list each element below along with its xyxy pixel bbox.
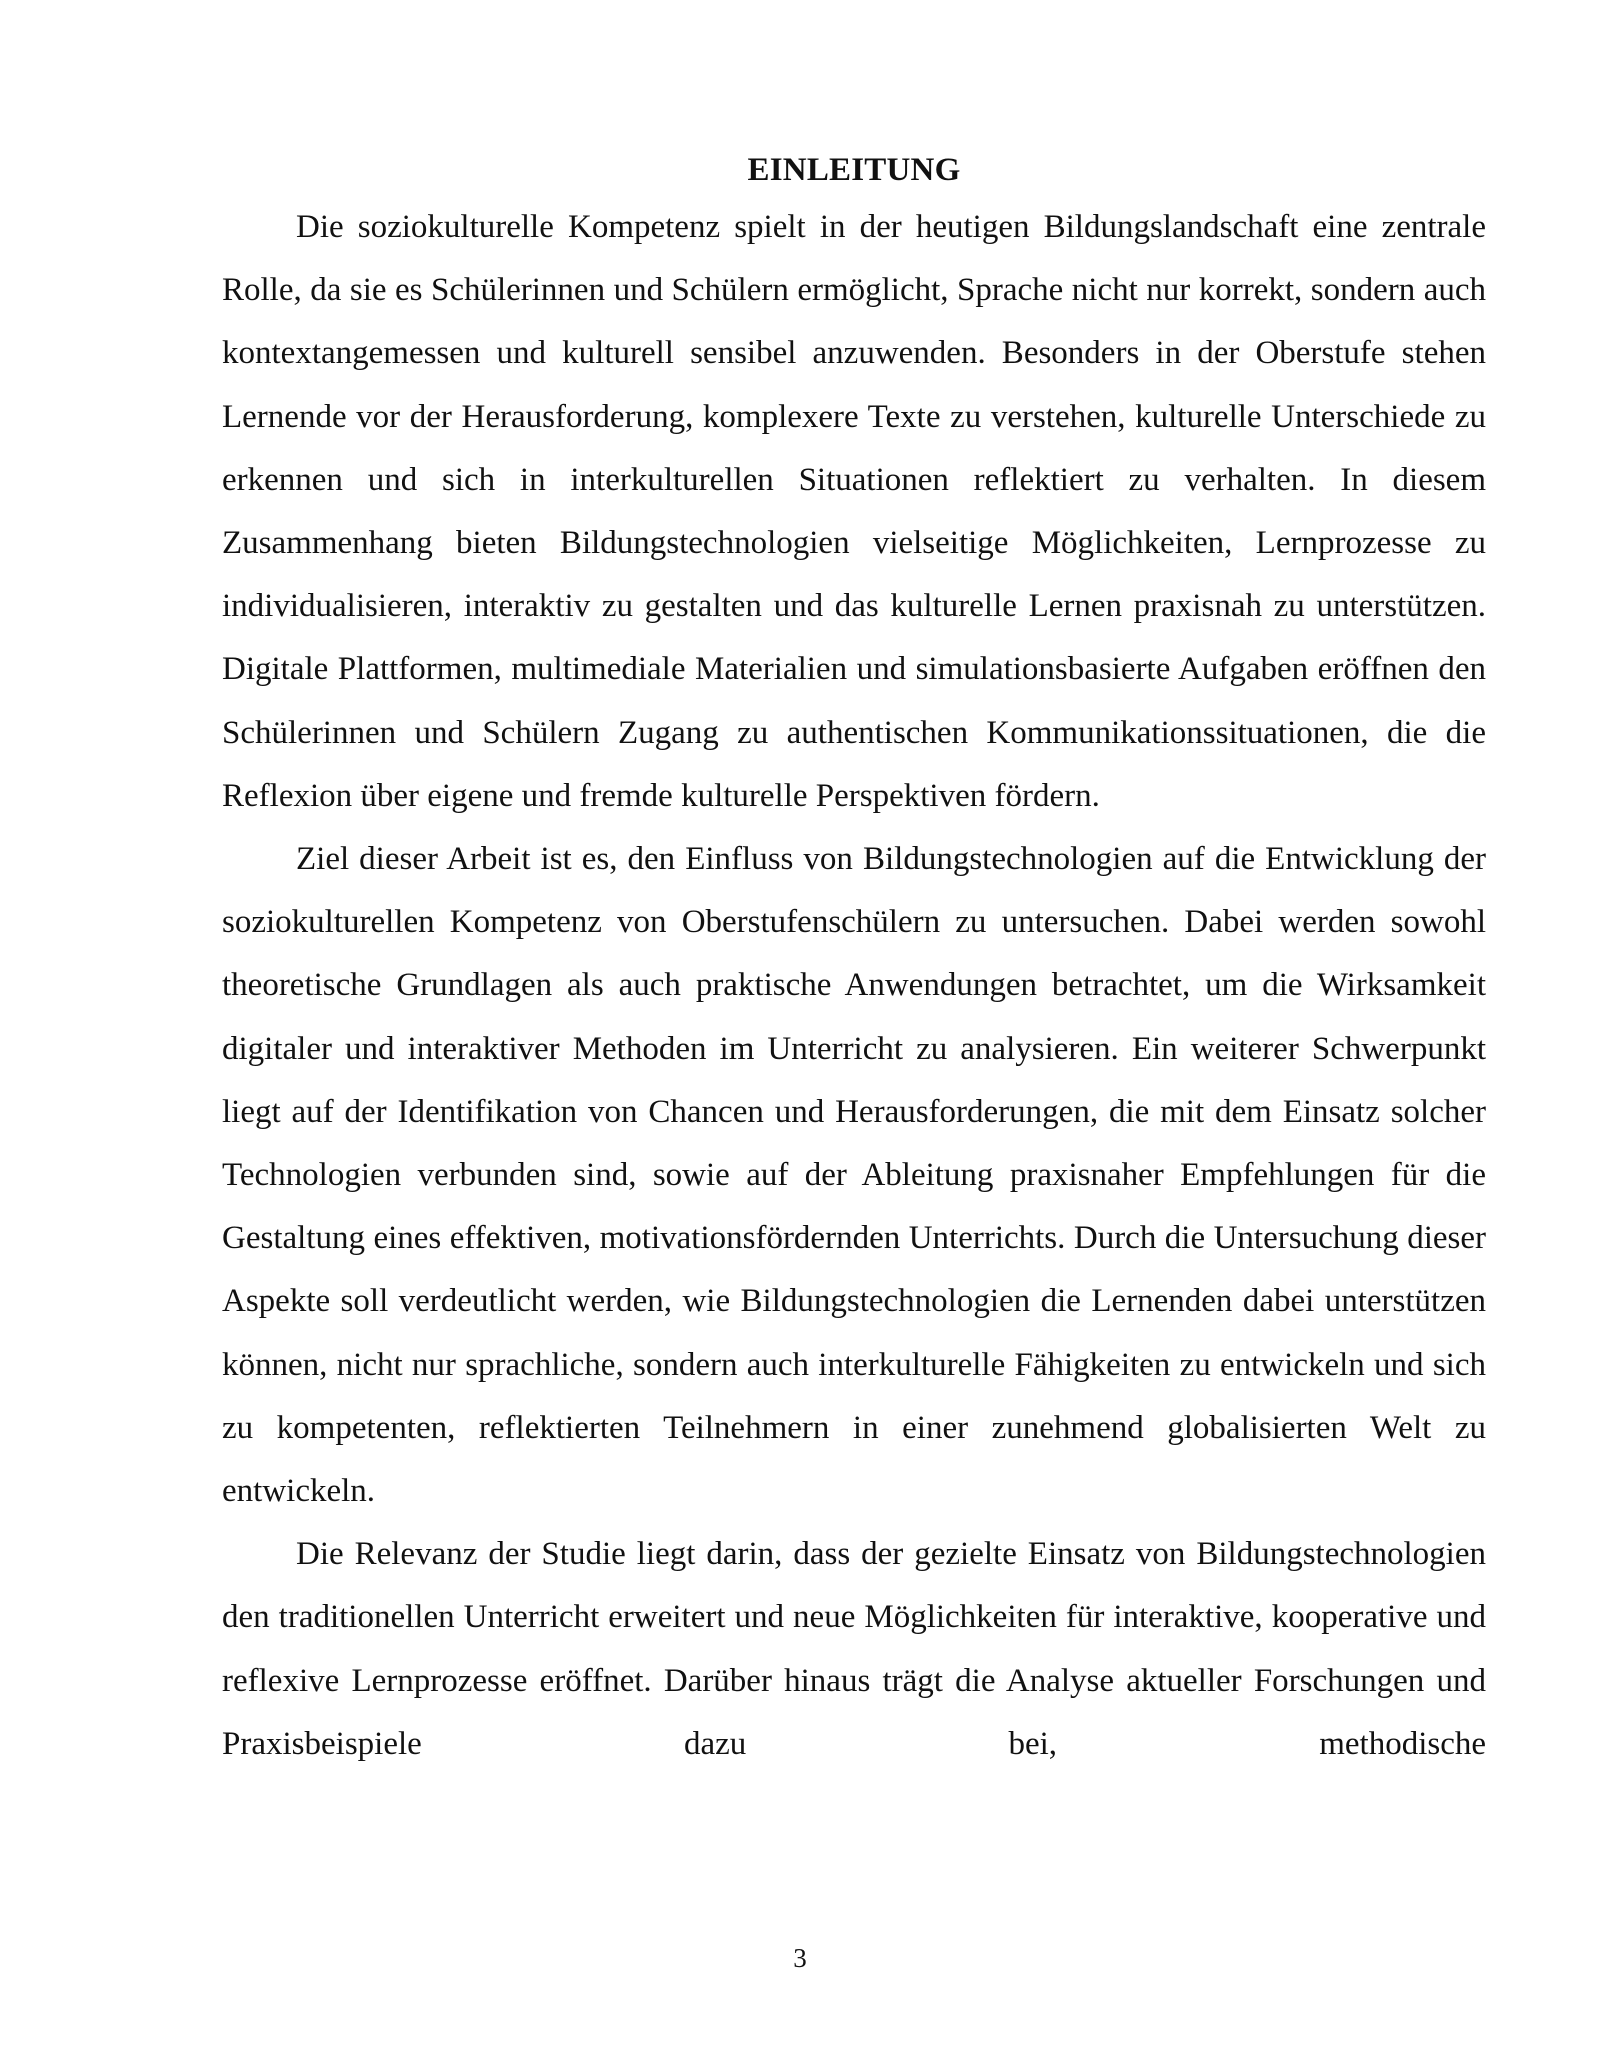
paragraph-1: Die soziokulturelle Kompetenz spielt in der heutigen Bildungslandschaft eine zentrale Rolle, da sie es Schülerinnen und Schülern ermöglicht, Sprache nicht nur korrekt, sondern auch kontextangemessen und kulturell sensibel anzuwenden. Besonders in der Oberstufe stehen Lernende vor der Herausforderung, komplexere Texte zu verstehen, kulturelle Unterschiede zu erkennen und sich in interkulturellen Situationen reflektiert zu verhalten. In diesem Zusammenhang bieten Bildungstechnologien vielseitige Möglichkeiten, Lernprozesse zu individualisieren, interaktiv zu gestalten und das kulturelle Lernen praxisnah zu unterstützen. Digitale Plattformen, multimediale Materialien und simulationsbasierte Aufgaben eröffnen den Schülerinnen und Schülern Zugang zu authentischen Kommunikationssituationen, die die Reflexion über eigene und fremde kulturelle Perspektiven fördern.: [222, 209, 1486, 814]
section-heading: EINLEITUNG: [747, 152, 961, 188]
page-content: [222, 144, 1486, 1776]
paragraph-2: Ziel dieser Arbeit ist es, den Einfluss von Bildungstechnologien auf die Entwicklung der soziokulturellen Kompetenz von Oberstufenschülern zu untersuchen. Dabei werden sowohl theoretische Grundlagen als auch praktische Anwendungen betrachtet, um die Wirksamkeit digitaler und interaktiver Methoden im Unterricht zu analysieren. Ein weiterer Schwerpunkt liegt auf der Identifikation von Chancen und Herausforderungen, die mit dem Einsatz solcher Technologien verbunden sind, sowie auf der Ableitung praxisnaher Empfehlungen für die Gestaltung eines effektiven, motivationsfördernden Unterrichts. Durch die Untersuchung dieser Aspekte soll verdeutlicht werden, wie Bildungstechnologien die Lernenden dabei unterstützen können, nicht nur sprachliche, sondern auch interkulturelle Fähigkeiten zu entwickeln und sich zu kompetenten, reflektierten Teilnehmern in einer zunehmend globalisierten Welt zu entwickeln.: [222, 841, 1486, 1510]
paragraph-3: Die Relevanz der Studie liegt darin, dass der gezielte Einsatz von Bildungstechnologien den traditionellen Unterricht erweitert und neue Möglichkeiten für interaktive, kooperative und reflexive Lernprozesse eröffnet. Darüber hinaus trägt die Analyse aktueller Forschungen und Praxisbeispiele dazu bei, methodische: [222, 1536, 1486, 1762]
page-number: 3: [793, 1943, 807, 1973]
